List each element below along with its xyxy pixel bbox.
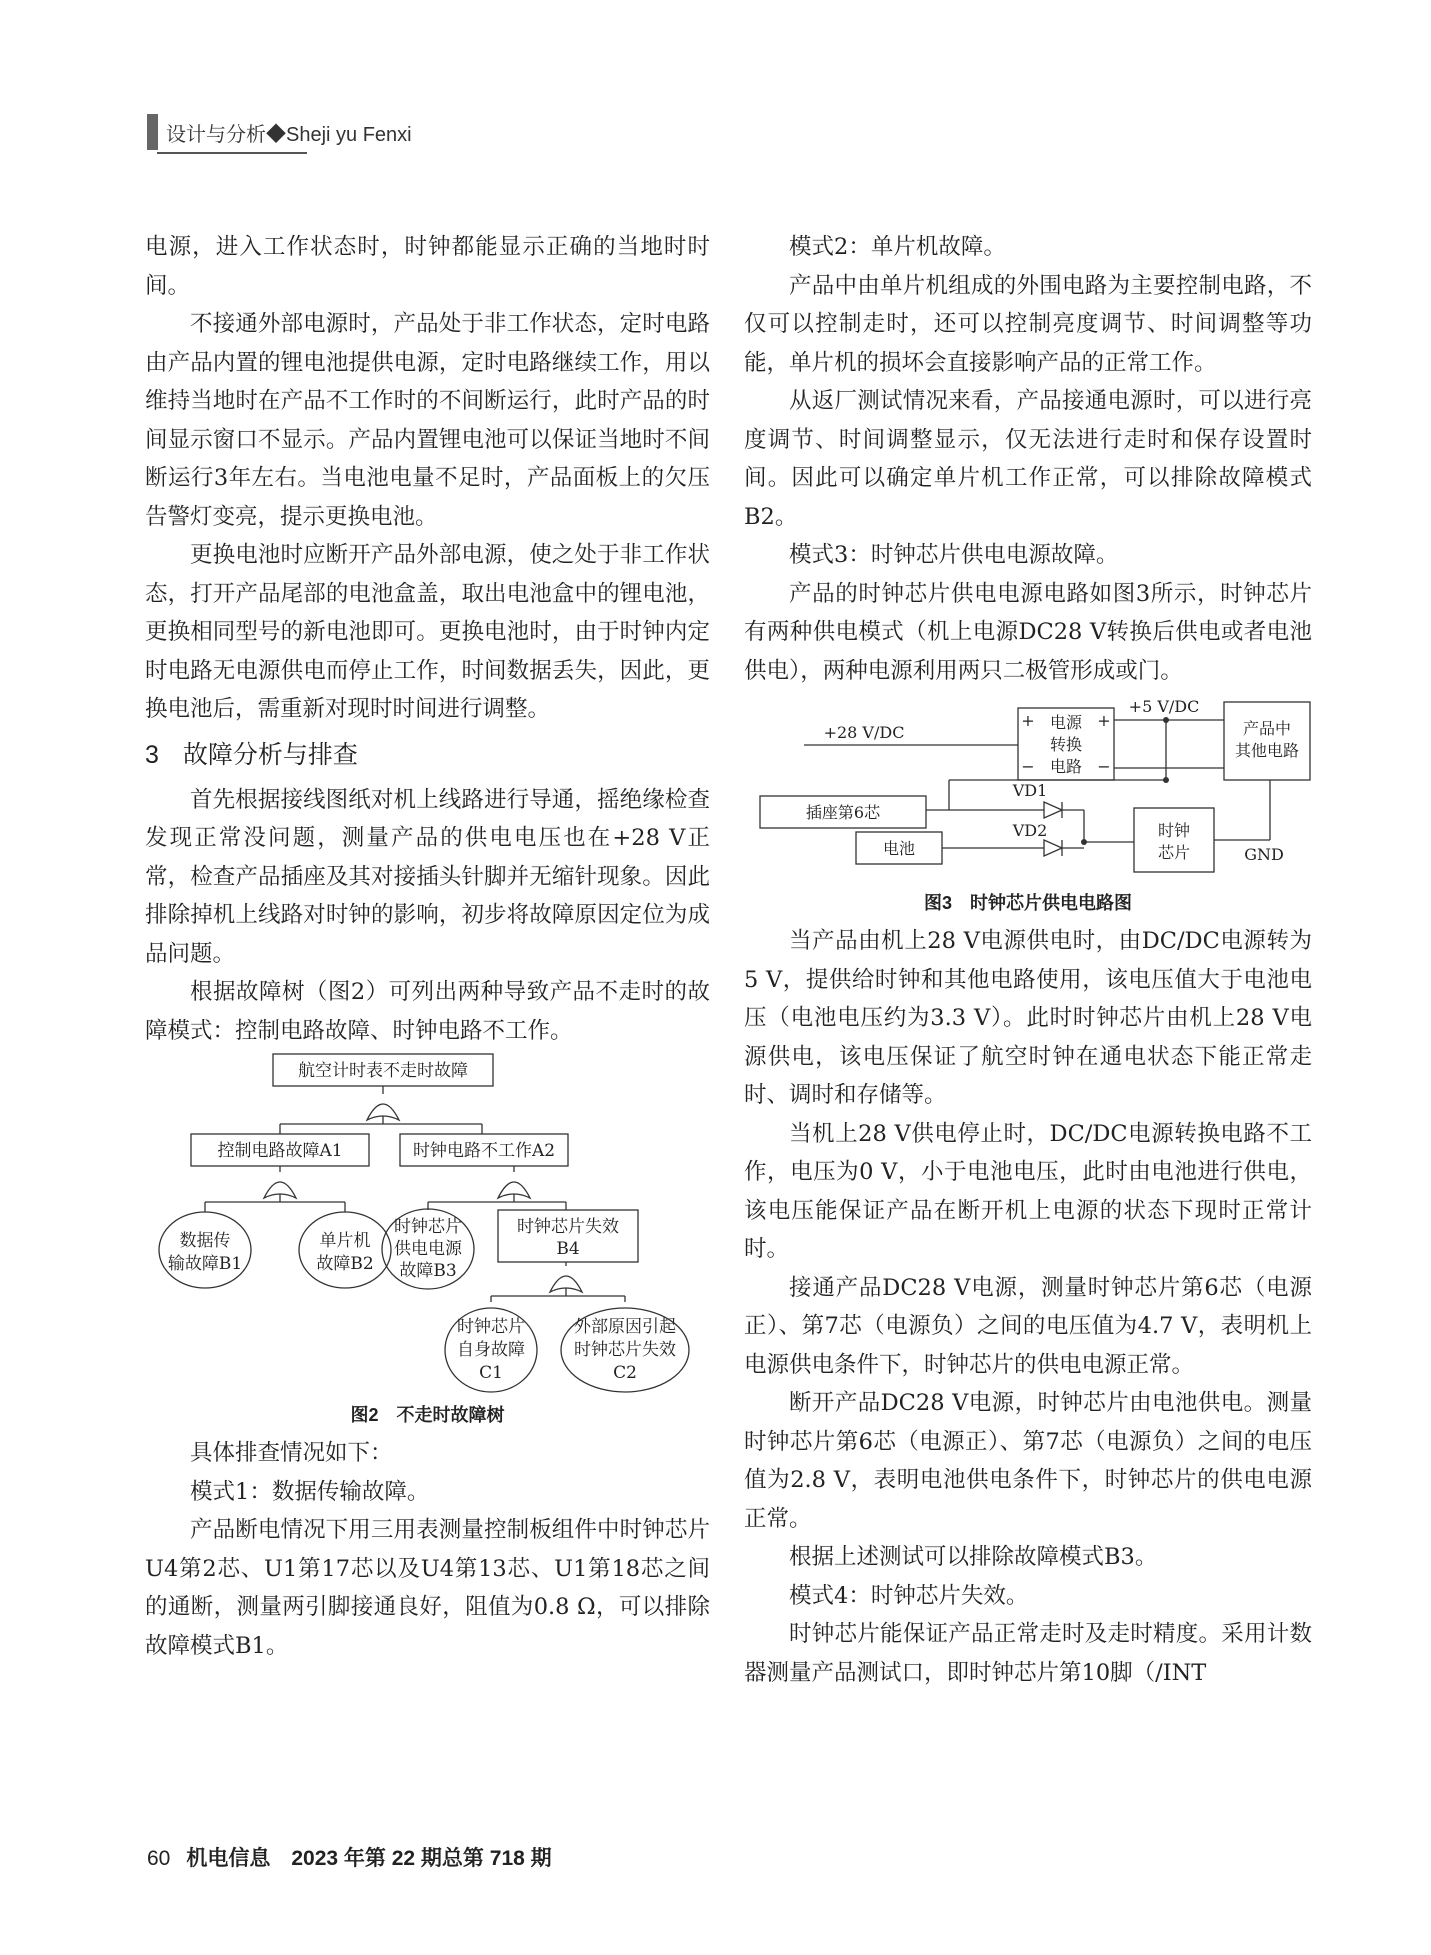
right-paragraph-5: 产品的时钟芯片供电电源电路如图3所示，时钟芯片有两种供电模式（机上电源DC28 V转换后供电或者电池供电），两种电源利用两只二极管形成或门。 xyxy=(744,580,1312,684)
circuit-minus-out: − xyxy=(1097,757,1111,776)
junction-chip xyxy=(1081,839,1087,845)
fault-tree-c1-line2: 自身故障 xyxy=(457,1340,525,1360)
junction-5v xyxy=(1163,717,1169,723)
right-paragraph-10: 根据上述测试可以排除故障模式B3。 xyxy=(789,1544,1158,1570)
left-paragraph-8: 产品断电情况下用三用表测量控制板组件中时钟芯片U4第2芯、U1第17芯以及U4第13芯、U1第18芯之间的通断，测量两引脚接通良好，阻值为0.8 Ω，可以排除故障模式B1。 xyxy=(145,1517,710,1659)
right-paragraph-11: 模式4：时钟芯片失效。 xyxy=(789,1582,1029,1609)
fault-tree-diagram xyxy=(145,1050,710,1332)
left-paragraph-4: 首先根据接线图纸对机上线路进行导通，摇绝缘检查发现正常没问题，测量产品的供电电压也在+28 V正常，检查产品插座及其对接插头针脚并无缩针现象。因此排除掉机上线路对时钟的影响，初步将故障原因定位为成品问题。 xyxy=(145,786,710,967)
header-underline xyxy=(157,152,307,154)
circuit-socket-label: 插座第6芯 xyxy=(805,803,881,822)
junction-vd1 xyxy=(1163,777,1169,783)
fault-tree-b3-line3: 故障B3 xyxy=(399,1261,457,1281)
left-paragraph-7: 模式1：数据传输故障。 xyxy=(190,1478,430,1505)
section-heading xyxy=(145,735,710,775)
fault-tree-c1-line3: C1 xyxy=(479,1363,503,1383)
left-paragraph-3: 更换电池时应断开产品外部电源，使之处于非工作状态，打开产品尾部的电池盒盖，取出电池盒中的锂电池，更换相同型号的新电池即可。更换电池时，由于时钟内定时电路无电源供电而停止工作，时间数据丢失，因此，更换电池后，需重新对现时时间进行调整。 xyxy=(145,542,710,722)
page-footer xyxy=(147,1842,552,1872)
right-paragraph-3: 从返厂测试情况来看，产品接通电源时，可以进行亮度调节、时间调整显示，仅无法进行走时和保存设置时间。因此可以确定单片机工作正常，可以排除故障模式B2。 xyxy=(744,388,1312,530)
circuit-chip-box xyxy=(1134,808,1214,872)
fault-tree-c2-line2: 时钟芯片失效 xyxy=(574,1340,676,1360)
left-column xyxy=(145,228,710,1665)
fault-tree-b1-line2: 输故障B1 xyxy=(167,1254,243,1274)
fault-tree-a2-label: 时钟电路不工作A2 xyxy=(412,1141,556,1161)
power-circuit-diagram xyxy=(744,690,1312,886)
fault-tree-b3-line1: 时钟芯片 xyxy=(394,1217,462,1237)
circuit-plus-in: + xyxy=(1021,711,1035,730)
journal-info: 机电信息 2023 年第 22 期总第 718 期 xyxy=(186,1847,552,1870)
page-number: 60 xyxy=(147,1847,171,1870)
figure-2 xyxy=(145,1050,710,1428)
right-paragraph-9: 断开产品DC28 V电源，时钟芯片由电池供电。测量时钟芯片第6芯（电源正）、第7芯（电源负）之间的电压值为2.8 V，表明电池供电条件下，时钟芯片的供电电源正常。 xyxy=(744,1390,1312,1532)
fault-tree-a1-label: 控制电路故障A1 xyxy=(217,1141,343,1161)
right-paragraph-1: 模式2：单片机故障。 xyxy=(789,234,1006,260)
left-paragraph-5: 根据故障树（图2）可列出两种导致产品不走时的故障模式：控制电路故障、时钟电路不工作。 xyxy=(145,979,710,1044)
circuit-v5-label: +5 V/DC xyxy=(1128,697,1200,716)
right-paragraph-2: 产品中由单片机组成的外围电路为主要控制电路，不仅可以控制走时，还可以控制亮度调节、时间调整等功能，单片机的损坏会直接影响产品的正常工作。 xyxy=(744,272,1312,376)
fault-tree-top-label: 航空计时表不走时故障 xyxy=(298,1061,468,1081)
fault-tree-c2-line3: C2 xyxy=(613,1363,637,1383)
diode-vd1 xyxy=(1044,802,1062,818)
right-paragraph-7: 当机上28 V供电停止时，DC/DC电源转换电路不工作，电压为0 V，小于电池电压，此时由电池进行供电，该电压能保证产品在断开机上电源的状态下现时正常计时。 xyxy=(744,1120,1312,1262)
circuit-chip-line2: 芯片 xyxy=(1157,843,1191,862)
section-title: 故障分析与排查 xyxy=(182,740,358,769)
fault-tree-b3-line2: 供电电源 xyxy=(394,1239,462,1259)
circuit-conv-line1: 电源 xyxy=(1049,713,1083,732)
fault-tree-b1-line1: 数据传 xyxy=(179,1231,231,1251)
header-bar xyxy=(147,114,158,150)
fault-tree-b4-line2: B4 xyxy=(556,1239,580,1259)
circuit-conv-line3: 电路 xyxy=(1049,757,1083,776)
fault-tree-b2-line2: 故障B2 xyxy=(316,1254,374,1274)
figure-2-caption: 图2 不走时故障树 xyxy=(350,1405,505,1425)
fault-tree-c2-line1: 外部原因引起 xyxy=(574,1317,676,1337)
diode-vd2 xyxy=(1044,840,1062,856)
section-number: 3 xyxy=(145,740,159,769)
right-paragraph-4: 模式3：时钟芯片供电电源故障。 xyxy=(789,542,1119,568)
right-paragraph-8: 接通产品DC28 V电源，测量时钟芯片第6芯（电源正）、第7芯（电源负）之间的电压值为4.7 V，表明机上电源供电条件下，时钟芯片的供电电源正常。 xyxy=(744,1274,1312,1378)
circuit-minus-in: − xyxy=(1021,757,1035,776)
right-paragraph-12: 时钟芯片能保证产品正常走时及走时精度。采用计数器测量产品测试口，即时钟芯片第10脚（/INT xyxy=(744,1621,1312,1686)
circuit-battery-label: 电池 xyxy=(882,839,916,858)
circuit-conv-line2: 转换 xyxy=(1049,735,1083,754)
fault-tree-b4-line1: 时钟芯片失效 xyxy=(517,1217,619,1237)
right-column xyxy=(744,228,1312,1692)
fault-tree-c1-line1: 时钟芯片 xyxy=(457,1317,525,1337)
circuit-plus-out: + xyxy=(1097,711,1111,730)
figure-3-caption: 图3 时钟芯片供电电路图 xyxy=(923,893,1132,913)
left-paragraph-6: 具体排查情况如下： xyxy=(190,1440,393,1466)
header-text: 设计与分析◆Sheji yu Fenxi xyxy=(166,123,412,146)
fault-tree-diagram-lower xyxy=(145,1302,710,1398)
circuit-v28-label: +28 V/DC xyxy=(823,723,905,742)
running-header xyxy=(147,111,412,153)
circuit-chip-line1: 时钟 xyxy=(1157,821,1191,840)
right-paragraph-6: 当产品由机上28 V电源供电时，由DC/DC电源转为5 V，提供给时钟和其他电路使用，该电压值大于电池电压（电池电压约为3.3 V）。此时时钟芯片由机上28 V电源供电，该电压保证了航空时钟在通电状态下能正常走时、调时和存储等。 xyxy=(744,928,1312,1108)
fault-tree-b2-line1: 单片机 xyxy=(319,1231,371,1251)
circuit-other-line2: 其他电路 xyxy=(1234,741,1300,760)
circuit-vd1-label: VD1 xyxy=(1012,781,1048,800)
figure-3 xyxy=(744,690,1312,916)
left-paragraph-2: 不接通外部电源时，产品处于非工作状态，定时电路由产品内置的锂电池提供电源，定时电路继续工作，用以维持当地时在产品不工作时的不间断运行，此时产品的时间显示窗口不显示。产品内置锂电池可以保证当地时不间断运行3年左右。当电池电量不足时，产品面板上的欠压告警灯变亮，提示更换电池。 xyxy=(145,311,710,530)
left-paragraph-1: 电源，进入工作状态时，时钟都能显示正确的当地时时间。 xyxy=(145,234,710,299)
circuit-vd2-label: VD2 xyxy=(1012,821,1048,840)
circuit-gnd-label: GND xyxy=(1244,845,1284,864)
circuit-other-line1: 产品中 xyxy=(1242,719,1292,738)
